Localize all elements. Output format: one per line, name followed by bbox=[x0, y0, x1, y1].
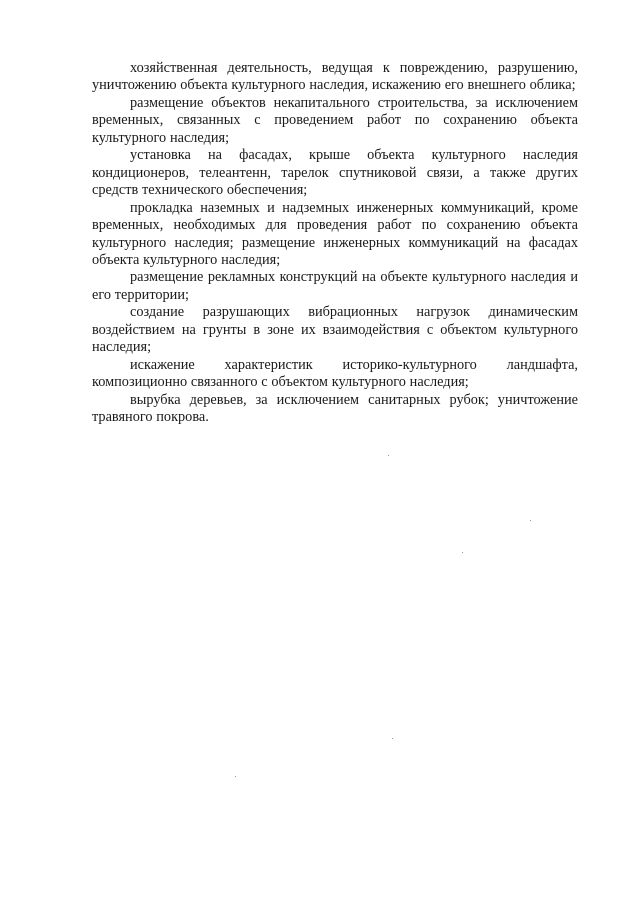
restrictions-list bbox=[92, 60, 578, 427]
restriction-item: размещение объектов некапитального строительства, за исключением временных, связанных с проведением работ по сохранению объекта культурного наследия; bbox=[92, 94, 578, 146]
restriction-item: установка на фасадах, крыше объекта культурного наследия кондиционеров, телеантенн, тарелок спутниковой связи, а также других средств технического обеспечения; bbox=[92, 147, 578, 199]
restriction-item: искажение характеристик историко-культурного ландшафта, композиционно связанного с объектом культурного наследия; bbox=[92, 356, 578, 391]
scan-speck bbox=[388, 455, 389, 456]
scan-speck bbox=[392, 738, 393, 739]
scan-speck bbox=[235, 776, 236, 777]
restriction-item: хозяйственная деятельность, ведущая к повреждению, разрушению, уничтожению объекта культурного наследия, искажению его внешнего облика; bbox=[92, 60, 578, 94]
restriction-item: вырубка деревьев, за исключением санитарных рубок; уничтожение травяного покрова. bbox=[92, 391, 578, 426]
restriction-item: размещение рекламных конструкций на объекте культурного наследия и его территории; bbox=[92, 269, 578, 303]
scan-speck bbox=[530, 520, 531, 521]
restriction-item: создание разрушающих вибрационных нагрузок динамическим воздействием на грунты в зоне их взаимодействия с объектом культурного наследия; bbox=[92, 304, 578, 356]
scan-speck bbox=[462, 552, 463, 553]
restriction-item: прокладка наземных и надземных инженерных коммуникаций, кроме временных, необходимых для проведения работ по сохранению объекта культурного наследия; размещение инженерных коммуникаций на фасадах объекта культурного наследия; bbox=[92, 199, 578, 268]
